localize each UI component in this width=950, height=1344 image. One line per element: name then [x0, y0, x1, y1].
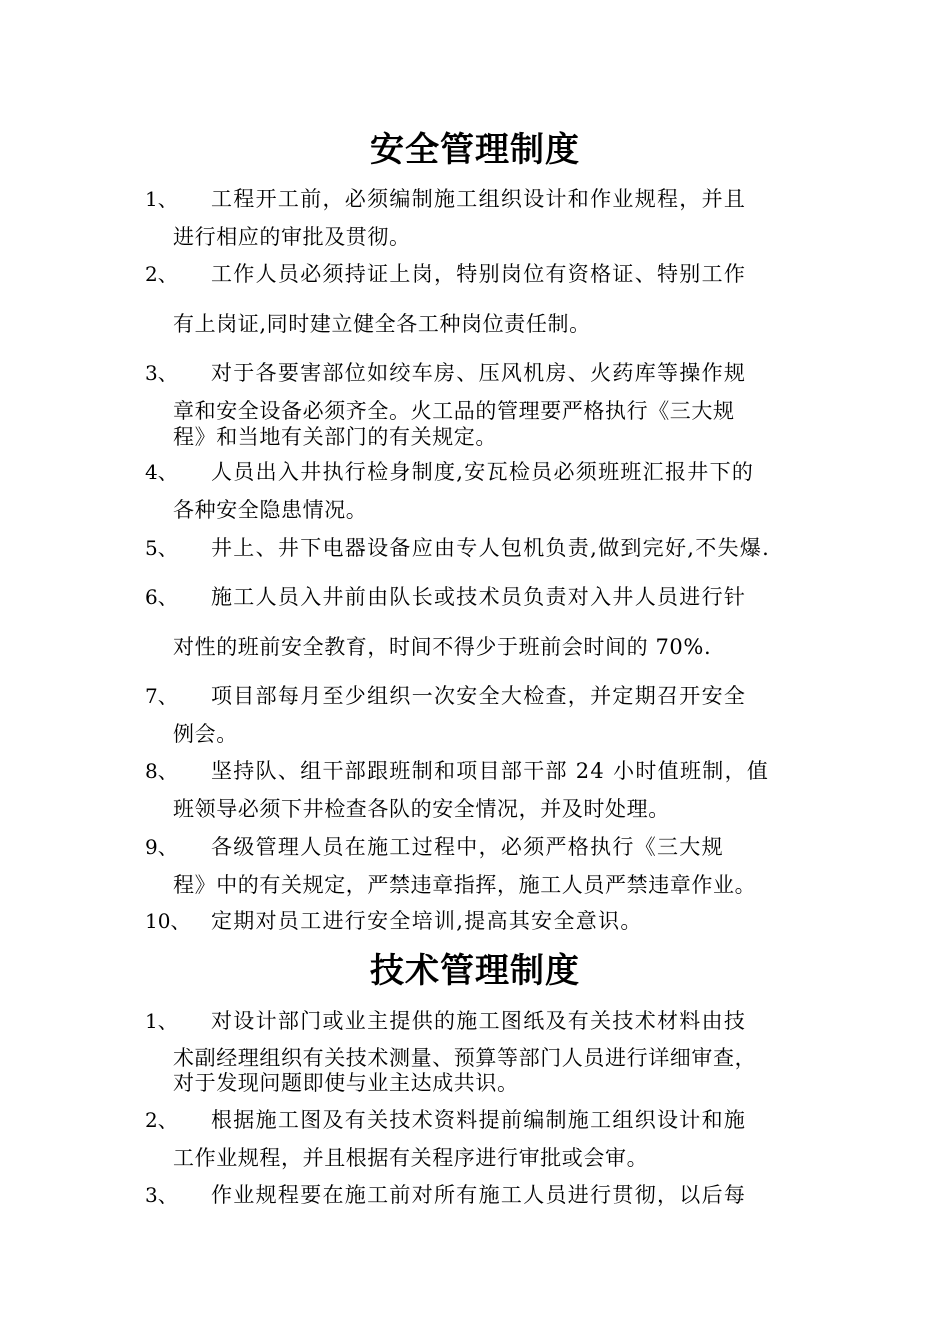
item-number: 10、: [145, 909, 191, 933]
item-number: 2、: [145, 262, 178, 286]
item-number: 3、: [145, 361, 178, 385]
item-text: 井上、井下电器设备应由专人包机负责,做到完好,不失爆.: [211, 536, 771, 560]
item-number: 1、: [145, 187, 178, 211]
item-number: 9、: [145, 835, 178, 859]
item-text: 对性的班前安全教育，时间不得少于班前会时间的 70%.: [173, 635, 712, 659]
item-text: 各种安全隐患情况。: [173, 498, 368, 522]
item-text: 术副经理组织有关技术测量、预算等部门人员进行详细审查，: [173, 1046, 757, 1070]
item-number: 7、: [145, 684, 178, 708]
item-text: 各级管理人员在施工过程中，必须严格执行《三大规: [211, 835, 724, 859]
item-text: 根据施工图及有关技术资料提前编制施工组织设计和施: [211, 1108, 747, 1132]
item-number: 4、: [145, 460, 178, 484]
section-title-technical: 技术管理制度: [370, 951, 580, 991]
item-text: 定期对员工进行安全培训,提高其安全意识。: [211, 909, 643, 933]
section-title-safety: 安全管理制度: [370, 130, 580, 170]
item-text: 作业规程要在施工前对所有施工人员进行贯彻，以后每: [211, 1183, 747, 1207]
item-text: 工作业规程，并且根据有关程序进行审批或会审。: [173, 1146, 649, 1170]
item-number: 8、: [145, 759, 178, 783]
item-text: 工作人员必须持证上岗，特别岗位有资格证、特别工作: [211, 262, 747, 286]
item-text: 章和安全设备必须齐全。火工品的管理要严格执行《三大规: [173, 399, 735, 423]
item-text: 对设计部门或业主提供的施工图纸及有关技术材料由技: [211, 1009, 747, 1033]
item-number: 2、: [145, 1108, 178, 1132]
item-text: 程》中的有关规定，严禁违章指挥，施工人员严禁违章作业。: [173, 873, 757, 897]
item-text: 项目部每月至少组织一次安全大检查，并定期召开安全: [211, 684, 747, 708]
item-text: 工程开工前，必须编制施工组织设计和作业规程，并且: [211, 187, 747, 211]
item-text: 坚持队、组干部跟班制和项目部干部 24 小时值班制，值: [211, 759, 770, 783]
item-text: 施工人员入井前由队长或技术员负责对入井人员进行针: [211, 585, 747, 609]
item-text: 例会。: [173, 722, 238, 746]
item-text: 有上岗证,同时建立健全各工种岗位责任制。: [173, 312, 591, 336]
item-number: 3、: [145, 1183, 178, 1207]
item-number: 6、: [145, 585, 178, 609]
item-number: 5、: [145, 536, 178, 560]
item-number: 1、: [145, 1009, 178, 1033]
item-text: 进行相应的审批及贯彻。: [173, 225, 411, 249]
item-text: 班领导必须下井检查各队的安全情况，并及时处理。: [173, 797, 670, 821]
item-text: 对于各要害部位如绞车房、压风机房、火药库等操作规: [211, 361, 747, 385]
item-text: 人员出入井执行检身制度,安瓦检员必须班班汇报井下的: [211, 460, 755, 484]
item-text: 对于发现问题即使与业主达成共识。: [173, 1071, 519, 1095]
item-text: 程》和当地有关部门的有关规定。: [173, 425, 497, 449]
